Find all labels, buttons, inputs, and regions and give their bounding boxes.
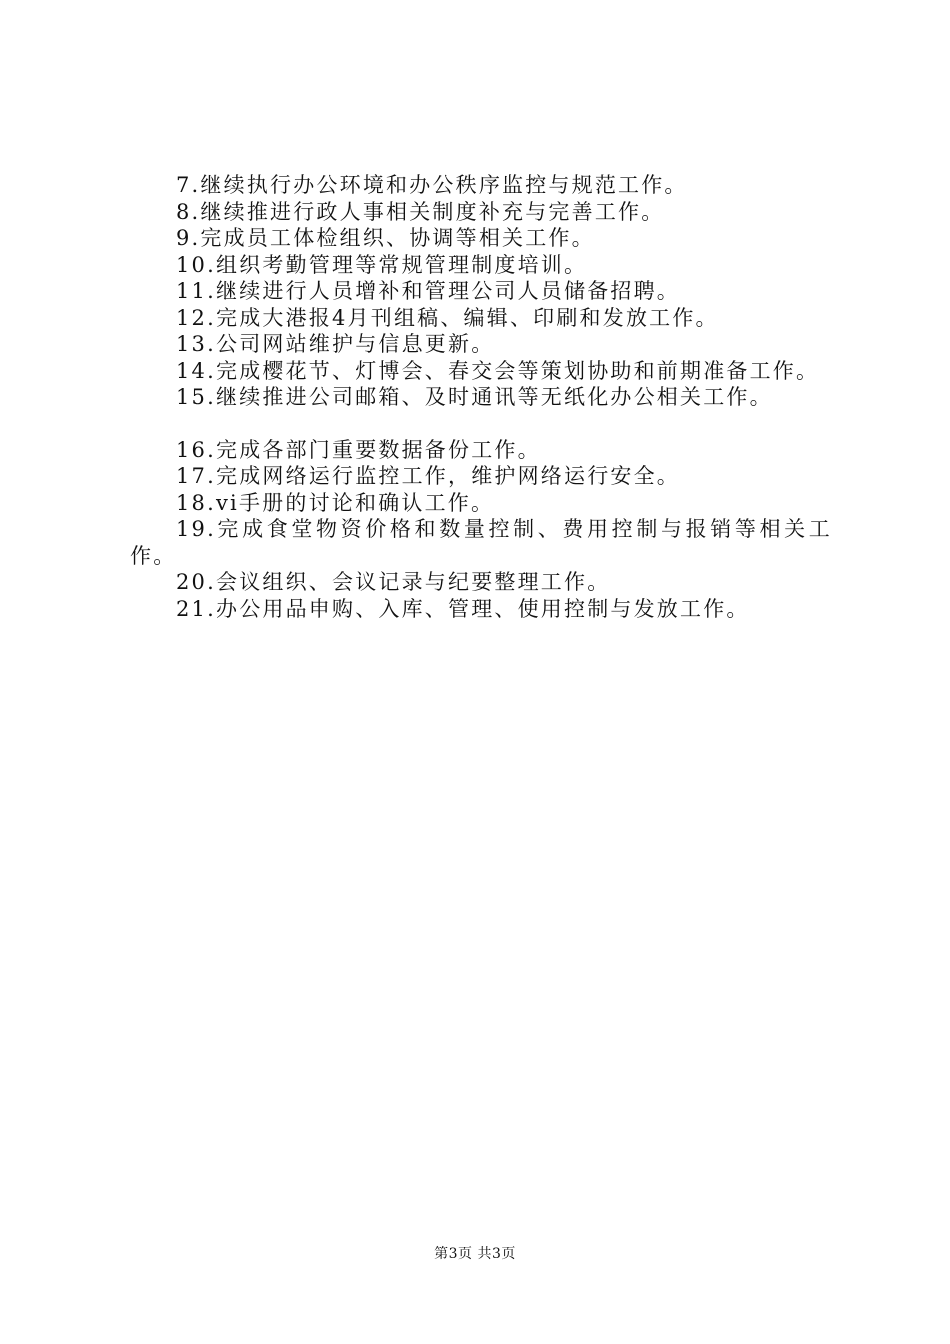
- list-item: 16.完成各部门重要数据备份工作。: [176, 437, 541, 462]
- list-item: 13.公司网站维护与信息更新。: [176, 332, 495, 356]
- list-item: 14.完成樱花节、灯博会、春交会等策划协助和前期准备工作。: [176, 358, 820, 383]
- paragraph-gap: [130, 411, 832, 437]
- list-item: 17.完成网络运行监控工作，维护网络运行安全。: [176, 464, 680, 488]
- list-item: 7.继续执行办公环境和办公秩序监控与规范工作。: [176, 173, 688, 197]
- list-item: 18.vi手册的讨论和确认工作。: [176, 490, 495, 515]
- task-list: [130, 172, 832, 622]
- list-item: 12.完成大港报4月刊组稿、编辑、印刷和发放工作。: [176, 305, 719, 330]
- list-item: 21.办公用品申购、入库、管理、使用控制与发放工作。: [176, 596, 750, 621]
- list-item: 10.组织考勤管理等常规管理制度培训。: [176, 252, 588, 277]
- list-item: 19.完成食堂物资价格和数量控制、费用控制与报销等相关工作。: [130, 517, 832, 568]
- list-item: 9.完成员工体检组织、协调等相关工作。: [176, 226, 595, 250]
- list-item: 8.继续推进行政人事相关制度补充与完善工作。: [176, 199, 665, 224]
- list-item: 11.继续进行人员增补和管理公司人员储备招聘。: [176, 279, 680, 303]
- list-item: 20.会议组织、会议记录与纪要整理工作。: [176, 570, 611, 594]
- page-number-footer: 第3页 共3页: [434, 1246, 516, 1262]
- list-item: 15.继续推进公司邮箱、及时通讯等无纸化办公相关工作。: [176, 385, 773, 409]
